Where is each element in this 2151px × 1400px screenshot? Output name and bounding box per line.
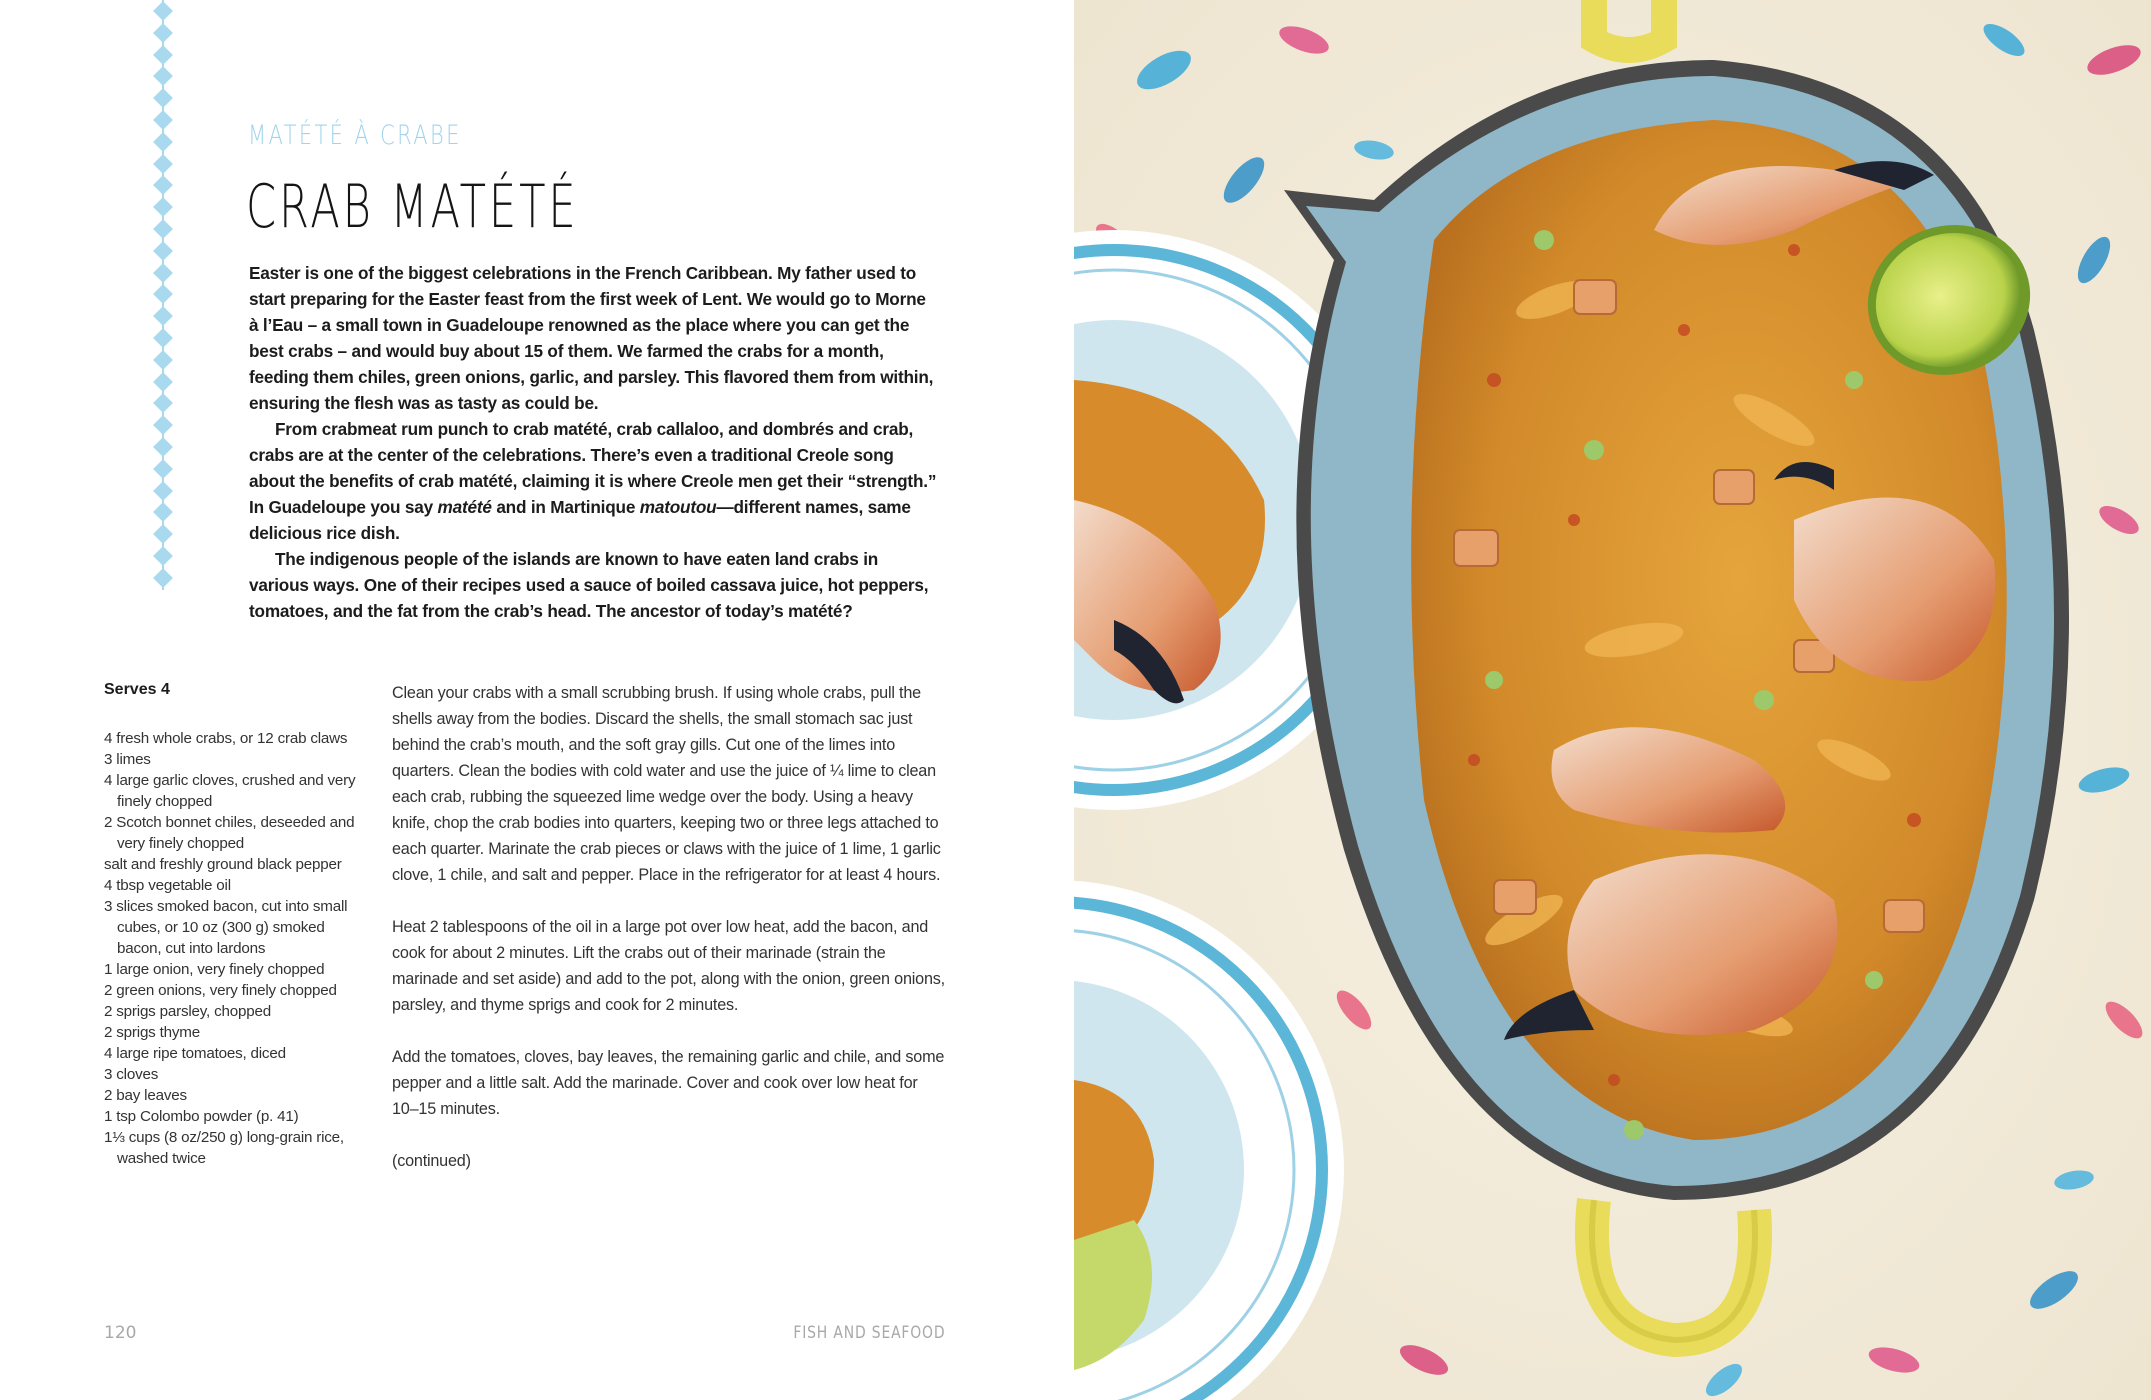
method-text — [392, 680, 947, 1200]
diamond-ornament — [153, 154, 173, 174]
diamond-ornament — [153, 437, 173, 457]
diamond-ornament — [153, 524, 173, 544]
diamond-ornament — [153, 197, 173, 217]
diamond-chain-ornament — [154, 0, 174, 600]
continued-note: (continued) — [392, 1152, 471, 1170]
page-number: 120 — [104, 1323, 137, 1343]
intro-paragraph: Easter is one of the biggest celebrations in the French Caribbean. My father used to start preparing for the Easter feast from the first week of Lent. We would go to Morne à l’Eau – a small town in Guadeloupe renowned as the place where you can get the best crabs – and would buy about 15 of them. We farmed the crabs for a month, feeding them chiles, green onions, garlic, and parsley. This flavored them from within, ensuring the flesh was as tasty as could be. — [249, 263, 934, 413]
diamond-ornament — [153, 175, 173, 195]
diamond-ornament — [153, 568, 173, 588]
recipe-subtitle: MATÉTÉ À CRABE — [248, 120, 462, 151]
diamond-ornament — [153, 459, 173, 479]
ingredient-list — [104, 728, 370, 1169]
ingredient-item: 3 slices smoked bacon, cut into small cubes, or 10 oz (300 g) smoked bacon, cut into lardons — [104, 898, 348, 957]
diamond-ornament — [153, 306, 173, 326]
right-page — [1074, 0, 2151, 1400]
ingredient-item: 1 tsp Colombo powder (p. 41) — [104, 1108, 299, 1125]
diamond-ornament — [153, 393, 173, 413]
ingredient-item: salt and freshly ground black pepper — [104, 856, 342, 873]
ingredient-item: 1⅓ cups (8 oz/250 g) long-grain rice, washed twice — [104, 1129, 344, 1167]
italic-term: matoutou — [639, 497, 717, 517]
diamond-ornament — [153, 263, 173, 283]
diamond-ornament — [153, 66, 173, 86]
intro-text: From crabmeat rum punch to crab matété, crab callaloo, and dombrés and crab, crabs are at the center of the celebrations. There’s even a traditional Creole song about the benefits of crab matété, claiming it is where Creole men get their “strength.” In Guadeloupe you say matété and in Martinique matoutou—different names, same delicious rice dish. — [249, 419, 937, 543]
ingredient-item: 4 large ripe tomatoes, diced — [104, 1045, 286, 1062]
diamond-ornament — [153, 502, 173, 522]
diamond-ornament — [153, 1, 173, 21]
diamond-ornament — [153, 546, 173, 566]
diamond-ornament — [153, 481, 173, 501]
method-paragraph: Add the tomatoes, cloves, bay leaves, the remaining garlic and chile, and some pepper and a little salt. Add the marinade. Cover and cook over low heat for 10–15 minutes. — [392, 1048, 945, 1118]
diamond-ornament — [153, 219, 173, 239]
crab-matete-photo — [1074, 0, 2151, 1400]
diamond-ornament — [153, 328, 173, 348]
diamond-ornament — [153, 350, 173, 370]
diamond-ornament — [153, 284, 173, 304]
ingredient-item: 4 tbsp vegetable oil — [104, 877, 231, 894]
serves-label: Serves 4 — [104, 681, 170, 698]
intro-paragraph — [249, 416, 939, 546]
italic-term: matété — [437, 497, 492, 517]
ingredient-item: 2 green onions, very finely chopped — [104, 982, 337, 999]
ingredient-item: 4 fresh whole crabs, or 12 crab claws — [104, 730, 348, 747]
diamond-ornament — [153, 45, 173, 65]
left-page — [0, 0, 1074, 1400]
method-paragraph: Clean your crabs with a small scrubbing brush. If using whole crabs, pull the shells away from the bodies. Discard the shells, the small stomach sac just behind the crab’s mouth, and the soft gray gills. Cut one of the limes into quarters. Clean the bodies with cold water and use the juice of ¼ lime to clean each crab, rubbing the squeezed lime wedge over the body. Using a heavy knife, chop the crab bodies into quarters, keeping two or three legs attached to each quarter. Marinate the crab pieces or claws with the juice of 1 lime, 1 garlic clove, 1 chile, and salt and pepper. Place in the refrigerator for at least 4 hours. — [392, 684, 941, 884]
intro-paragraph: The indigenous people of the islands are known to have eaten land crabs in various ways. One of their recipes used a sauce of boiled cassava juice, hot peppers, tomatoes, and the fat from the crab’s head. The ancestor of today’s matété? — [249, 549, 929, 621]
ingredient-item: 2 Scotch bonnet chiles, deseeded and very finely chopped — [104, 814, 355, 852]
ingredient-item: 3 cloves — [104, 1066, 159, 1083]
diamond-ornament — [153, 241, 173, 261]
diamond-ornament — [153, 372, 173, 392]
method-paragraph: Heat 2 tablespoons of the oil in a large pot over low heat, add the bacon, and cook for about 2 minutes. Lift the crabs out of their marinade (strain the marinade and set aside) and add to the pot, along with the onion, green onions, parsley, and thyme sprigs and cook for 2 minutes. — [392, 918, 945, 1014]
ingredient-item: 1 large onion, very finely chopped — [104, 961, 325, 978]
recipe-title: CRAB MATÉTÉ — [246, 172, 579, 242]
diamond-ornament — [153, 88, 173, 108]
recipe-intro — [249, 260, 939, 624]
ingredient-item: 4 large garlic cloves, crushed and very finely chopped — [104, 772, 356, 810]
ingredient-item: 2 bay leaves — [104, 1087, 187, 1104]
diamond-ornament — [153, 132, 173, 152]
ingredient-item: 2 sprigs thyme — [104, 1024, 200, 1041]
section-name: FISH AND SEAFOOD — [792, 1323, 945, 1343]
ingredient-item: 3 limes — [104, 751, 151, 768]
diamond-ornament — [153, 23, 173, 43]
ingredient-item: 2 sprigs parsley, chopped — [104, 1003, 271, 1020]
diamond-ornament — [153, 415, 173, 435]
diamond-ornament — [153, 110, 173, 130]
